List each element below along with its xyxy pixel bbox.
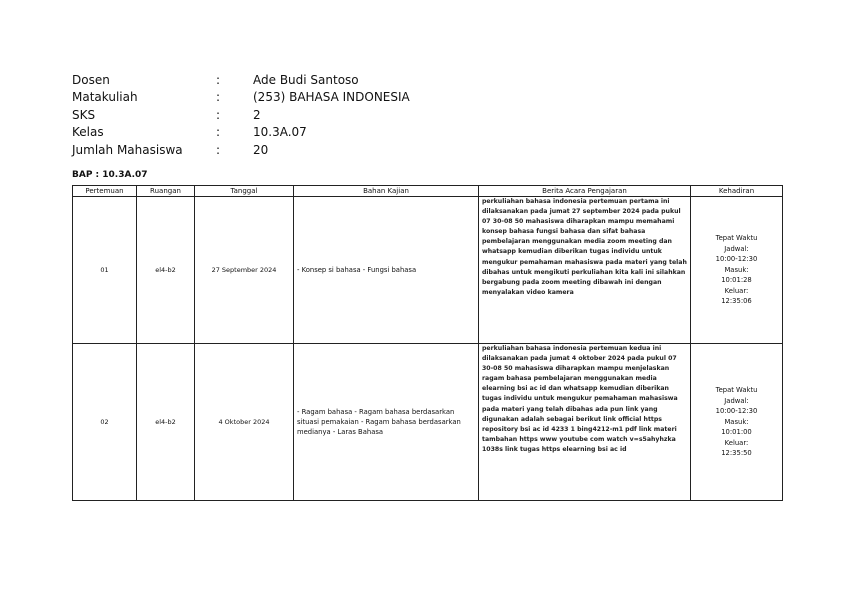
info-colon: :: [216, 125, 221, 140]
info-row-sks: [72, 106, 410, 124]
kehadiran-jadwal-label: Jadwal:: [724, 244, 749, 253]
header-tanggal: Tanggal: [195, 186, 294, 197]
header-ruangan: Ruangan: [137, 186, 195, 197]
kehadiran-status: Tepat Waktu: [715, 386, 758, 395]
kehadiran-jadwal-label: Jadwal:: [724, 396, 749, 405]
header-berita-acara: Berita Acara Pengajaran: [479, 186, 691, 197]
cell-bahan-kajian: - Ragam bahasa - Ragam bahasa berdasarkan situasi pemakaian - Ragam bahasa berdasarkan medianya - Laras Bahasa: [294, 344, 479, 501]
cell-tanggal: 27 September 2024: [195, 197, 294, 344]
kehadiran-keluar: 12:35:06: [721, 297, 752, 306]
kehadiran-keluar-label: Keluar:: [724, 438, 749, 447]
info-colon: :: [216, 90, 221, 105]
kehadiran-keluar-label: Keluar:: [724, 286, 749, 295]
cell-pertemuan: 02: [73, 344, 137, 501]
info-label: SKS: [72, 107, 96, 122]
bap-table: [72, 185, 783, 501]
kehadiran-masuk-label: Masuk:: [724, 265, 749, 274]
course-info: [72, 71, 410, 159]
cell-bahan-kajian: - Konsep si bahasa - Fungsi bahasa: [294, 197, 479, 344]
info-label: Matakuliah: [72, 90, 138, 105]
kehadiran-status: Tepat Waktu: [715, 234, 758, 243]
cell-ruangan: el4-b2: [137, 197, 195, 344]
header-bahan-kajian: Bahan Kajian: [294, 186, 479, 197]
info-colon: :: [216, 72, 221, 87]
info-value: 2: [253, 107, 261, 122]
info-value: 10.3A.07: [253, 125, 307, 140]
cell-pertemuan: 01: [73, 197, 137, 344]
info-value: 20: [253, 142, 269, 157]
kehadiran-masuk: 10:01:28: [721, 276, 752, 285]
info-row-matakuliah: [72, 89, 410, 107]
bap-title: BAP : 10.3A.07: [72, 170, 148, 180]
cell-tanggal: 4 Oktober 2024: [195, 344, 294, 501]
table-header-row: [73, 186, 783, 197]
kehadiran-masuk-label: Masuk:: [724, 417, 749, 426]
info-row-dosen: [72, 71, 410, 89]
info-value: (253) BAHASA INDONESIA: [253, 90, 410, 105]
info-colon: :: [216, 107, 221, 122]
kehadiran-jadwal: 10:00-12:30: [715, 255, 758, 264]
table-row: [73, 197, 783, 344]
info-row-kelas: [72, 124, 410, 142]
table-row: [73, 344, 783, 501]
kehadiran-masuk: 10:01:00: [721, 428, 752, 437]
cell-ruangan: el4-b2: [137, 344, 195, 501]
info-label: Kelas: [72, 125, 104, 140]
info-colon: :: [216, 142, 221, 157]
cell-kehadiran: [691, 197, 783, 344]
info-row-jumlah-mahasiswa: [72, 141, 410, 159]
kehadiran-keluar: 12:35:50: [721, 449, 752, 458]
info-label: Dosen: [72, 72, 110, 87]
cell-kehadiran: [691, 344, 783, 501]
info-value: Ade Budi Santoso: [253, 72, 359, 87]
header-kehadiran: Kehadiran: [691, 186, 783, 197]
header-pertemuan: Pertemuan: [73, 186, 137, 197]
cell-berita-acara: perkuliahan bahasa indonesia pertemuan pertama ini dilaksanakan pada jumat 27 september 2024 pada pukul 07 30-08 50 mahasiswa diharapkan mampu memahami konsep bahasa fungsi bahasa dan sifat bahasa pembelajaran menggunakan media zoom meeting dan whatsapp kemudian diberikan tugas individu untuk mengukur pemahaman mahasiswa pada materi yang telah dibahas untuk mengikuti perkuliahan kita kali ini silahkan bergabung pada zoom meeting dibawah ini dengan menyalakan video kamera: [479, 197, 691, 344]
kehadiran-jadwal: 10:00-12:30: [715, 407, 758, 416]
info-label: Jumlah Mahasiswa: [72, 142, 183, 157]
cell-berita-acara: perkuliahan bahasa indonesia pertemuan kedua ini dilaksanakan pada jumat 4 oktober 2024 pada pukul 07 30-08 50 mahasiswa diharapkan mampu menjelaskan ragam bahasa pembelajaran menggunakan media elearning bsi ac id dan whatsapp kemudian diberikan tugas individu untuk mengukur pemahaman mahasiswa pada materi yang telah dibahas ada pun link yang digunakan adalah sebagai berikut link official https repository bsi ac id 4233 1 bing4212-m1 pdf link materi tambahan https www youtube com watch v=s5ahyhzka 1038s link tugas https elearning bsi ac id: [479, 344, 691, 501]
